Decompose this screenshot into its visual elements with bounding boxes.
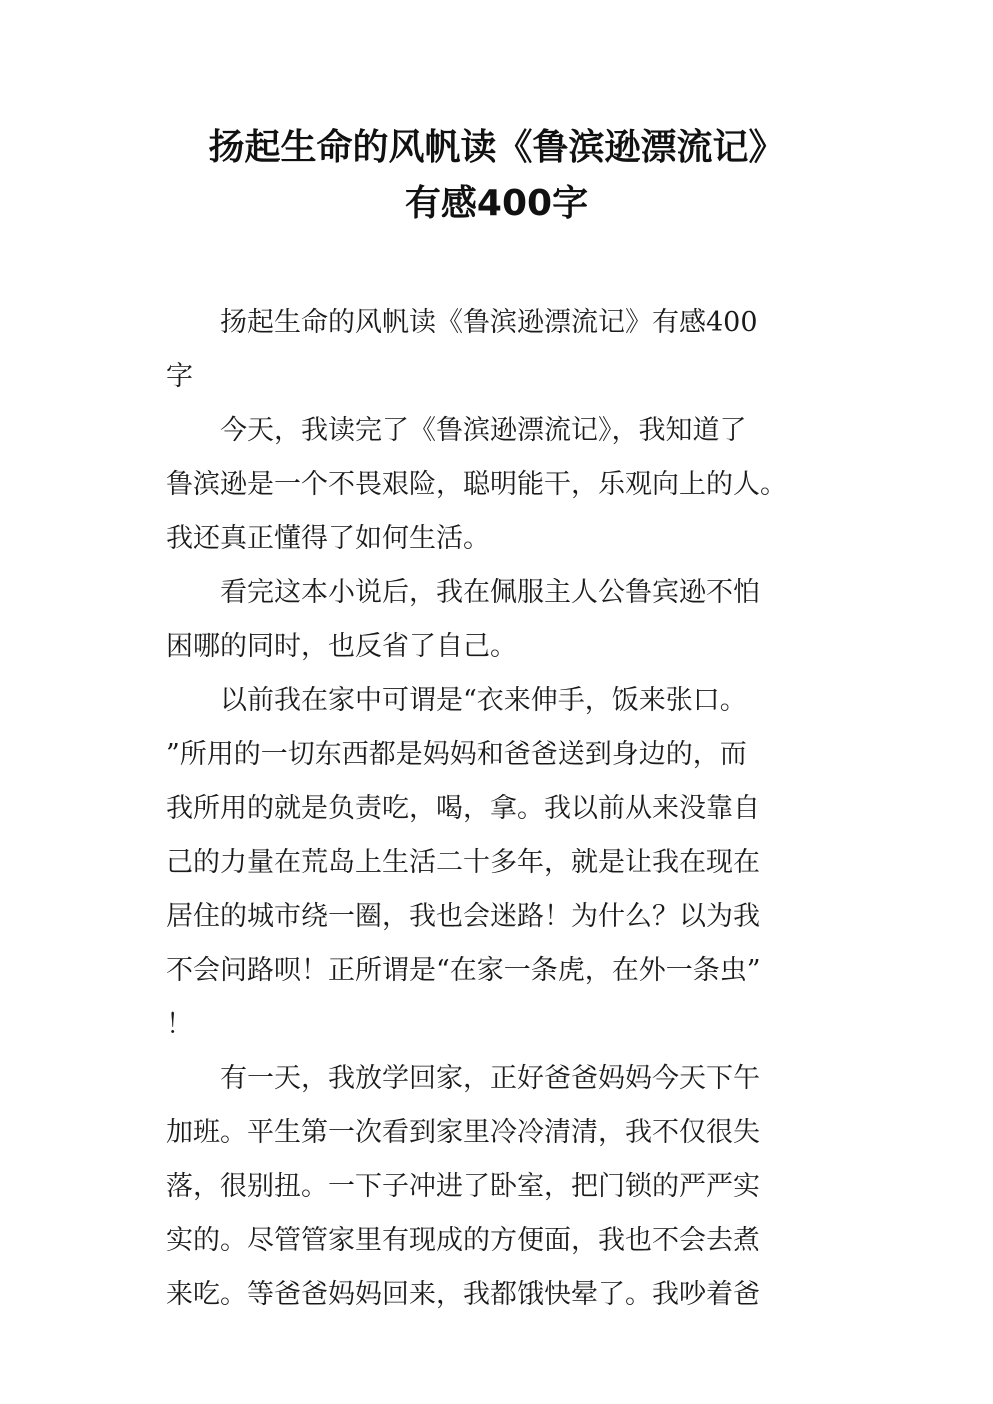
- text-line: 以前我在家中可谓是“衣来伸手，饭来张口。: [166, 685, 747, 716]
- text-line: 来吃。等爸爸妈妈回来，我都饿快晕了。我吵着爸: [166, 1279, 760, 1310]
- document-body: [166, 296, 836, 1322]
- text-line: 困哪的同时，也反省了自己。: [166, 631, 517, 662]
- title-line-2: 有感400字: [404, 183, 589, 224]
- text-line: 看完这本小说后，我在佩服主人公鲁宾逊不怕: [166, 577, 760, 608]
- text-line: ”所用的一切东西都是妈妈和爸爸送到身边的，而: [166, 739, 747, 770]
- text-line: 字: [166, 361, 193, 392]
- text-line: ！: [166, 1009, 193, 1040]
- text-line: 我还真正懂得了如何生活。: [166, 523, 490, 554]
- document-title: [0, 120, 993, 232]
- text-line: 加班。平生第一次看到家里冷冷清清，我不仅很失: [166, 1117, 760, 1148]
- text-line: 不会问路呗！正所谓是“在家一条虎，在外一条虫”: [166, 955, 761, 986]
- text-line: 有一天，我放学回家，正好爸爸妈妈今天下午: [166, 1063, 760, 1094]
- text-line: 落，很别扭。一下子冲进了卧室，把门锁的严严实: [166, 1171, 760, 1202]
- text-line: 我所用的就是负责吃，喝，拿。我以前从来没靠自: [166, 793, 760, 824]
- text-line: 扬起生命的风帆读《鲁滨逊漂流记》有感400: [166, 307, 758, 338]
- text-line: 鲁滨逊是一个不畏艰险，聪明能干，乐观向上的人。: [166, 469, 787, 500]
- text-line: 居住的城市绕一圈，我也会迷路！为什么？以为我: [166, 901, 760, 932]
- text-line: 己的力量在荒岛上生活二十多年，就是让我在现在: [166, 847, 760, 878]
- text-line: 今天，我读完了《鲁滨逊漂流记》，我知道了: [166, 415, 747, 446]
- title-line-1: 扬起生命的风帆读《鲁滨逊漂流记》: [208, 127, 785, 168]
- text-line: 实的。尽管管家里有现成的方便面，我也不会去煮: [166, 1225, 760, 1256]
